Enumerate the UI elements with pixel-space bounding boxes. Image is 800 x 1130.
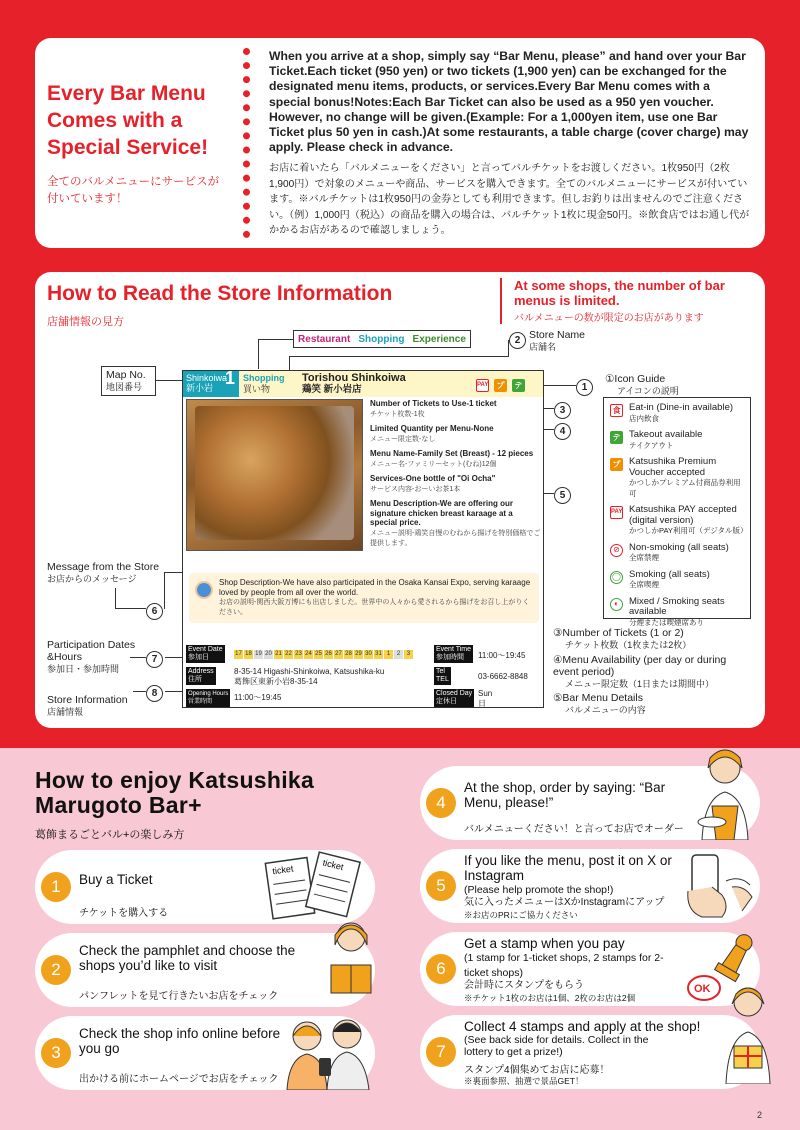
event-day-strip [234,650,413,659]
store-tel: 03-6662-8848 [478,672,528,681]
event-day: 17 [235,651,242,657]
event-day: 22 [285,651,292,657]
legend-label: Smoking (all seats) [629,568,710,580]
smoking-icon: ◯ [610,571,623,584]
couple-with-phone-icon [277,1014,377,1090]
takeout-icon: テ [610,431,623,444]
connector-line [156,380,182,381]
connector-line [165,691,182,692]
read-store-info-card [35,272,765,728]
bar-menu-callout: ⑤Bar Menu Details バルメニューの内容 [553,692,646,715]
map-no-callout: Map No. 地図番号 [101,366,156,396]
connector-line [165,572,182,573]
store-hours: 11:00～19:45 [234,693,282,702]
woman-with-prize-icon [720,976,776,1084]
callout-8: 8 [146,683,163,702]
event-day: 28 [345,651,352,657]
legend-label-jp: 店内飲食 [629,413,659,423]
num-tickets-callout: ③Number of Tickets (1 or 2) チケット枚数（1枚または2枚） [553,627,692,650]
step-number: 1 [41,872,71,902]
event-day: 18 [245,651,252,657]
map-number-badge: Shinkoiwa 新小岩 1 [183,371,239,397]
connector-line [133,691,146,692]
legend-item [610,597,744,629]
category-legend-box [293,330,471,348]
special-service-body-jp: お店に着いたら「バルメニューをください」と言ってバルチケットをお渡しください。1枚950円（2枚1,900円）で対象のメニューや商品、サービスを購入できます。全てのバルメニューにサービスが付いています。※バルチケットは1枚950円の金券としても利用できます。但しお釣りは出ませんのでご注意ください。（例）1,000円（税込）の商品を購入の場合は、バルチケット1枚に現金50円。※飲食店ではお通し代がかかるお店があるので確認しましょう。 [269,163,750,237]
step-number: 4 [426,788,456,818]
event-day: 3 [404,650,413,659]
closed-label: Closed Day 定休日 [436,690,473,705]
shop-description: Shop Description-We have also participated in the Osaka Kansai Expo, serving karaage loved by people from all over the world. お店の説明-関西大阪万博にも出店しました。世界中の人々から愛されるから揚げをお召し上がりください。 [189,573,539,623]
step-2: 2 Check the pamphlet and choose the shops you’d like to visit パンフレットを見て行きたいお店をチェック [35,933,375,1007]
limited-menu-note [500,278,760,324]
connector-line [544,385,576,386]
event-day: 19 [255,651,262,657]
legend-label: Katsushika Premium Voucher accepted [629,456,717,478]
mixed-smoking-icon: ◐ [610,598,623,611]
connector-line [165,657,182,658]
connector-line [289,356,509,357]
legend-item [610,543,744,564]
event-day: 29 [355,651,362,657]
step-number: 5 [426,871,456,901]
message-callout: Message from the Store お店からのメッセージ [47,561,160,584]
legend-label-jp: かつしかPAY利用可（デジタル版） [629,526,748,535]
svg-text:OK: OK [694,983,711,995]
step-7: 7 Collect 4 stamps and apply at the shop! (See back side for details. Collect in the lottery to get a prize!) スタンプ4個集めてお店に応募！ ※裏面参照、抽選で景品GET！ [420,1015,760,1089]
dates-callout: Participation Dates &Hours 参加日・参加時間 [47,639,136,674]
event-date-label: Event Date 参加日 [188,646,223,661]
legend-label: Takeout available [629,429,703,440]
legend-item [610,403,744,424]
event-day: 31 [375,651,382,657]
special-service-body-en: When you arrive at a shop, simply say “Bar Menu, please” and hand over your Bar Ticket.Each ticket (950 yen) or two tickets (1,900 yen) can be exchanged for the designated menu items, products, or services.Every Bar Menu comes with a special bonus!Notes:Each Bar Ticket can also be used as a 950 yen voucher. However, no change will be given.(Example: For a 1,000yen item, use one Bar Ticket plus 50 yen in cash.)At some restaurants, a table charge (cover charge) may apply. Please check in advance. [269,49,749,155]
step-3: 3 Check the shop info online before you go 出かける前にホームページでお店をチェック [35,1016,375,1090]
tel-label: Tel TEL [436,668,449,683]
step-number: 7 [426,1037,456,1067]
event-day: 21 [275,651,282,657]
legend-label: Eat-in (Dine-in available) [629,402,734,413]
callout-6: 6 [146,601,163,620]
event-day: 24 [305,651,312,657]
connector-line [544,408,554,409]
store-info-callout: Store Information 店舗情報 [47,694,128,717]
hours-label: Opening Hours 営業時間 [188,691,229,705]
event-time-label: Event Time 参加時間 [436,646,472,661]
step-number: 6 [426,954,456,984]
limited-menu-note-en: At some shops, the number of bar menus is limited. [514,278,725,308]
legend-label: Non-smoking (all seats) [629,541,729,553]
category-shopping: Shopping [358,333,405,345]
step-number: 2 [41,955,71,985]
connector-line [115,588,116,608]
legend-label: Mixed / Smoking seats available [629,595,725,617]
svg-text:ticket: ticket [271,863,295,877]
non-smoking-icon: ⊘ [610,544,623,557]
callout-7: 7 [146,649,163,668]
icon-legend [603,397,751,627]
event-day: 25 [315,651,322,657]
callout-1: 1 [576,377,593,396]
connector-line [115,608,146,609]
ticket-icon [261,848,361,922]
connector-line [289,356,290,370]
icon-guide-callout: ①Icon Guide アイコンの説明 [605,373,679,396]
event-day: 26 [325,651,332,657]
section-title: How to Read the Store Information [47,282,393,305]
connector-line [258,339,293,340]
event-day: 20 [265,651,272,657]
connector-line [544,429,554,430]
menu-availability-callout: ④Menu Availability (per day or during event period) メニュー限定数（1日または期間中） [553,654,727,689]
store-address: 8-35-14 Higashi-Shinkoiwa, Katsushika-ku 葛飾区東新小岩8-35-14 [234,667,385,686]
premium-voucher-icon: プ [610,458,623,471]
menu-info: Number of Tickets to Use-1 ticket チケット枚数-1枚 Limited Quantity per Menu-None メニュー限定数-なし Menu Name-Family Set (Breast) - 12 pieces メニュー名-ファミリーセット(むね)12個 Services-One bottle of "Oi Ocha" サービス内容-おーいお茶1本 Menu Description-We are offering our signature chicken breast karaage at a special price. メニュー説明-鶏笑自慢のむねから揚げを特別価格でご提供します。 [370,399,541,547]
katsushika-pay-icon: PAY [476,379,489,392]
food-photo [186,399,363,551]
legend-item [610,570,744,591]
event-day: 27 [335,651,342,657]
connector-line [130,657,146,658]
takeout-icon: テ [512,379,525,392]
event-day: 1 [384,650,393,659]
enjoy-title: How to enjoy Katsushika Marugoto Bar+ [35,767,315,818]
category-experience: Experience [412,333,466,345]
waitress-icon [690,744,760,840]
store-name-callout: Store Name 店舗名 [529,329,586,352]
address-label: Address 住所 [188,668,214,683]
callout-2: 2 [509,330,526,349]
legend-label-jp: かつしかプレミアム付商品券利用可 [629,478,741,498]
woman-reading-pamphlet-icon [321,915,381,1007]
callout-5: 5 [554,485,571,504]
legend-label-jp: 全席喫煙 [629,580,659,589]
special-service-card [35,38,765,248]
step-4: 4 At the shop, order by saying: “Bar Menu, please!” バルメニューください！と言ってお店でオーダー [420,766,760,840]
closed-day: Sun 日 [478,689,493,708]
step-1: 1 Buy a Ticket チケットを購入する ticket ticket [35,850,375,924]
step-number: 3 [41,1038,71,1068]
store-category: Shopping 買い物 [243,373,285,394]
connector-line [258,339,259,369]
legend-label-jp: テイクアウト [629,440,674,450]
special-service-title: Every Bar Menu Comes with a Special Service! [47,82,209,159]
callout-4: 4 [554,421,571,440]
legend-item [610,504,748,537]
category-restaurant: Restaurant [298,333,351,345]
katsushika-pay-icon: PAY [610,506,623,519]
limited-menu-note-jp: バルメニューの数が限定のお店があります [514,313,704,324]
phone-in-hand-icon [682,851,758,923]
how-to-enjoy-section [0,748,800,1130]
connector-line [164,572,165,609]
eat-in-icon: 食 [610,404,623,417]
event-day: 30 [365,651,372,657]
legend-label-jp: 全席禁煙 [629,553,659,562]
sample-store-entry [182,370,544,708]
legend-label: Katsushika PAY accepted (digital version) [629,504,737,526]
enjoy-title-jp: 葛飾まるごとバル+の楽しみ方 [35,829,185,841]
perforation-divider [243,48,250,238]
page-number: 2 [756,1110,762,1120]
store-icon-row [476,379,525,392]
section-title-jp: 店舗情報の見方 [47,316,124,328]
premium-voucher-icon: プ [494,379,507,392]
legend-item [610,430,744,451]
avatar [195,581,213,599]
event-day: 23 [295,651,302,657]
step-5: 5 If you like the menu, post it on X or Instagram (Please help promote the shop!) 気に入ったメニューはXかInstagramにアップ ※お店のPRにご協力ください [420,849,760,923]
event-day: 2 [394,650,403,659]
event-time: 11:00～19:45 [478,651,526,660]
svg-text:ticket: ticket [321,857,345,873]
legend-item [610,457,744,499]
connector-line [544,493,554,494]
callout-3: 3 [554,400,571,419]
legend-label-jp: 分煙または喫煙席あり [629,617,704,627]
step-6: 6 Get a stamp when you pay (1 stamp for 1-ticket shops, 2 stamps for 2-ticket shops) 会計時にスタンプをもらう ※チケット1枚のお店は1個、2枚のお店は2個 OK [420,932,760,1006]
special-service-title-jp: 全てのバルメニューにサービスが付いています！ [47,176,220,205]
store-name: Torishou Shinkoiwa 鶏笑 新小岩店 [302,372,406,395]
